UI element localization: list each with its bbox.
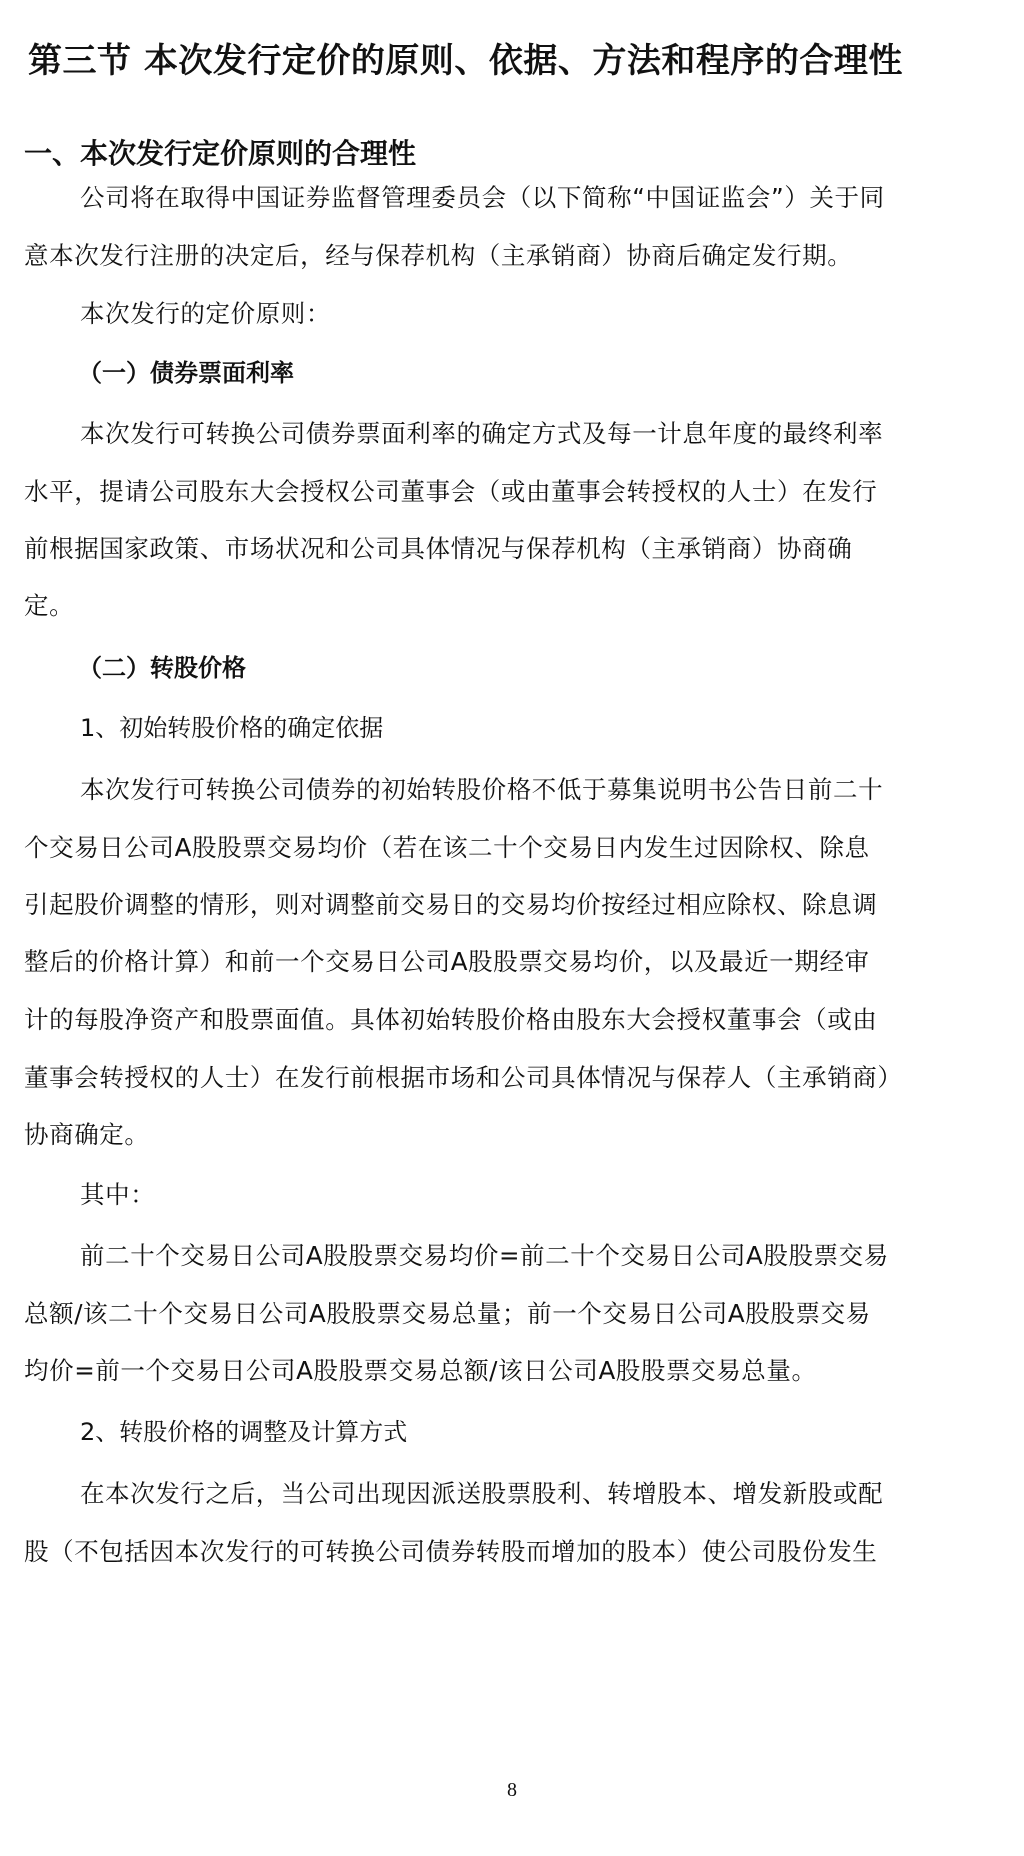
paragraph-line: 计的每股净资产和股票面值。具体初始转股价格由股东大会授权董事会（或由 [24, 1005, 878, 1034]
paragraph-line: 个交易日公司A股股票交易均价（若在该二十个交易日内发生过因除权、除息 [24, 833, 870, 862]
subheading-conversion-price: （二）转股价格 [78, 654, 246, 682]
item-heading-price-adjustment: 2、转股价格的调整及计算方式 [80, 1418, 408, 1446]
note-label: 其中： [80, 1180, 156, 1209]
subheading-coupon-rate: （一）债券票面利率 [78, 359, 294, 387]
paragraph-line: 在本次发行之后，当公司出现因派送股票股利、转增股本、增发新股或配 [80, 1479, 884, 1508]
heading-pricing-principle: 一、本次发行定价原则的合理性 [24, 137, 417, 170]
paragraph-line: 本次发行的定价原则： [80, 299, 331, 328]
formula-line: 均价=前一个交易日公司A股股票交易总额/该日公司A股股票交易总量。 [24, 1356, 817, 1385]
paragraph-line: 股（不包括因本次发行的可转换公司债券转股而增加的股本）使公司股份发生 [24, 1537, 878, 1566]
paragraph-line: 整后的价格计算）和前一个交易日公司A股股票交易均价，以及最近一期经审 [24, 947, 870, 976]
section-title: 第三节 本次发行定价的原则、依据、方法和程序的合理性 [28, 41, 903, 81]
paragraph-line: 水平，提请公司股东大会授权公司董事会（或由董事会转授权的人士）在发行 [24, 477, 878, 506]
paragraph-line: 公司将在取得中国证券监督管理委员会（以下简称“中国证监会”）关于同 [80, 183, 885, 212]
item-heading-initial-price: 1、初始转股价格的确定依据 [80, 714, 384, 742]
paragraph-line: 协商确定。 [24, 1120, 150, 1149]
page-number: 8 [507, 1779, 517, 1801]
paragraph-line: 前根据国家政策、市场状况和公司具体情况与保荐机构（主承销商）协商确 [24, 534, 853, 563]
formula-line: 前二十个交易日公司A股股票交易均价=前二十个交易日公司A股股票交易 [80, 1241, 889, 1270]
formula-line: 总额/该二十个交易日公司A股股票交易总量；前一个交易日公司A股股票交易 [24, 1299, 871, 1328]
paragraph-line: 董事会转授权的人士）在发行前根据市场和公司具体情况与保荐人（主承销商） [24, 1063, 903, 1092]
paragraph-line: 本次发行可转换公司债券的初始转股价格不低于募集说明书公告日前二十 [80, 775, 884, 804]
paragraph-line: 本次发行可转换公司债券票面利率的确定方式及每一计息年度的最终利率 [80, 419, 884, 448]
paragraph-line: 意本次发行注册的决定后，经与保荐机构（主承销商）协商后确定发行期。 [24, 241, 853, 270]
paragraph-line: 引起股价调整的情形，则对调整前交易日的交易均价按经过相应除权、除息调 [24, 890, 878, 919]
paragraph-line: 定。 [24, 591, 75, 620]
